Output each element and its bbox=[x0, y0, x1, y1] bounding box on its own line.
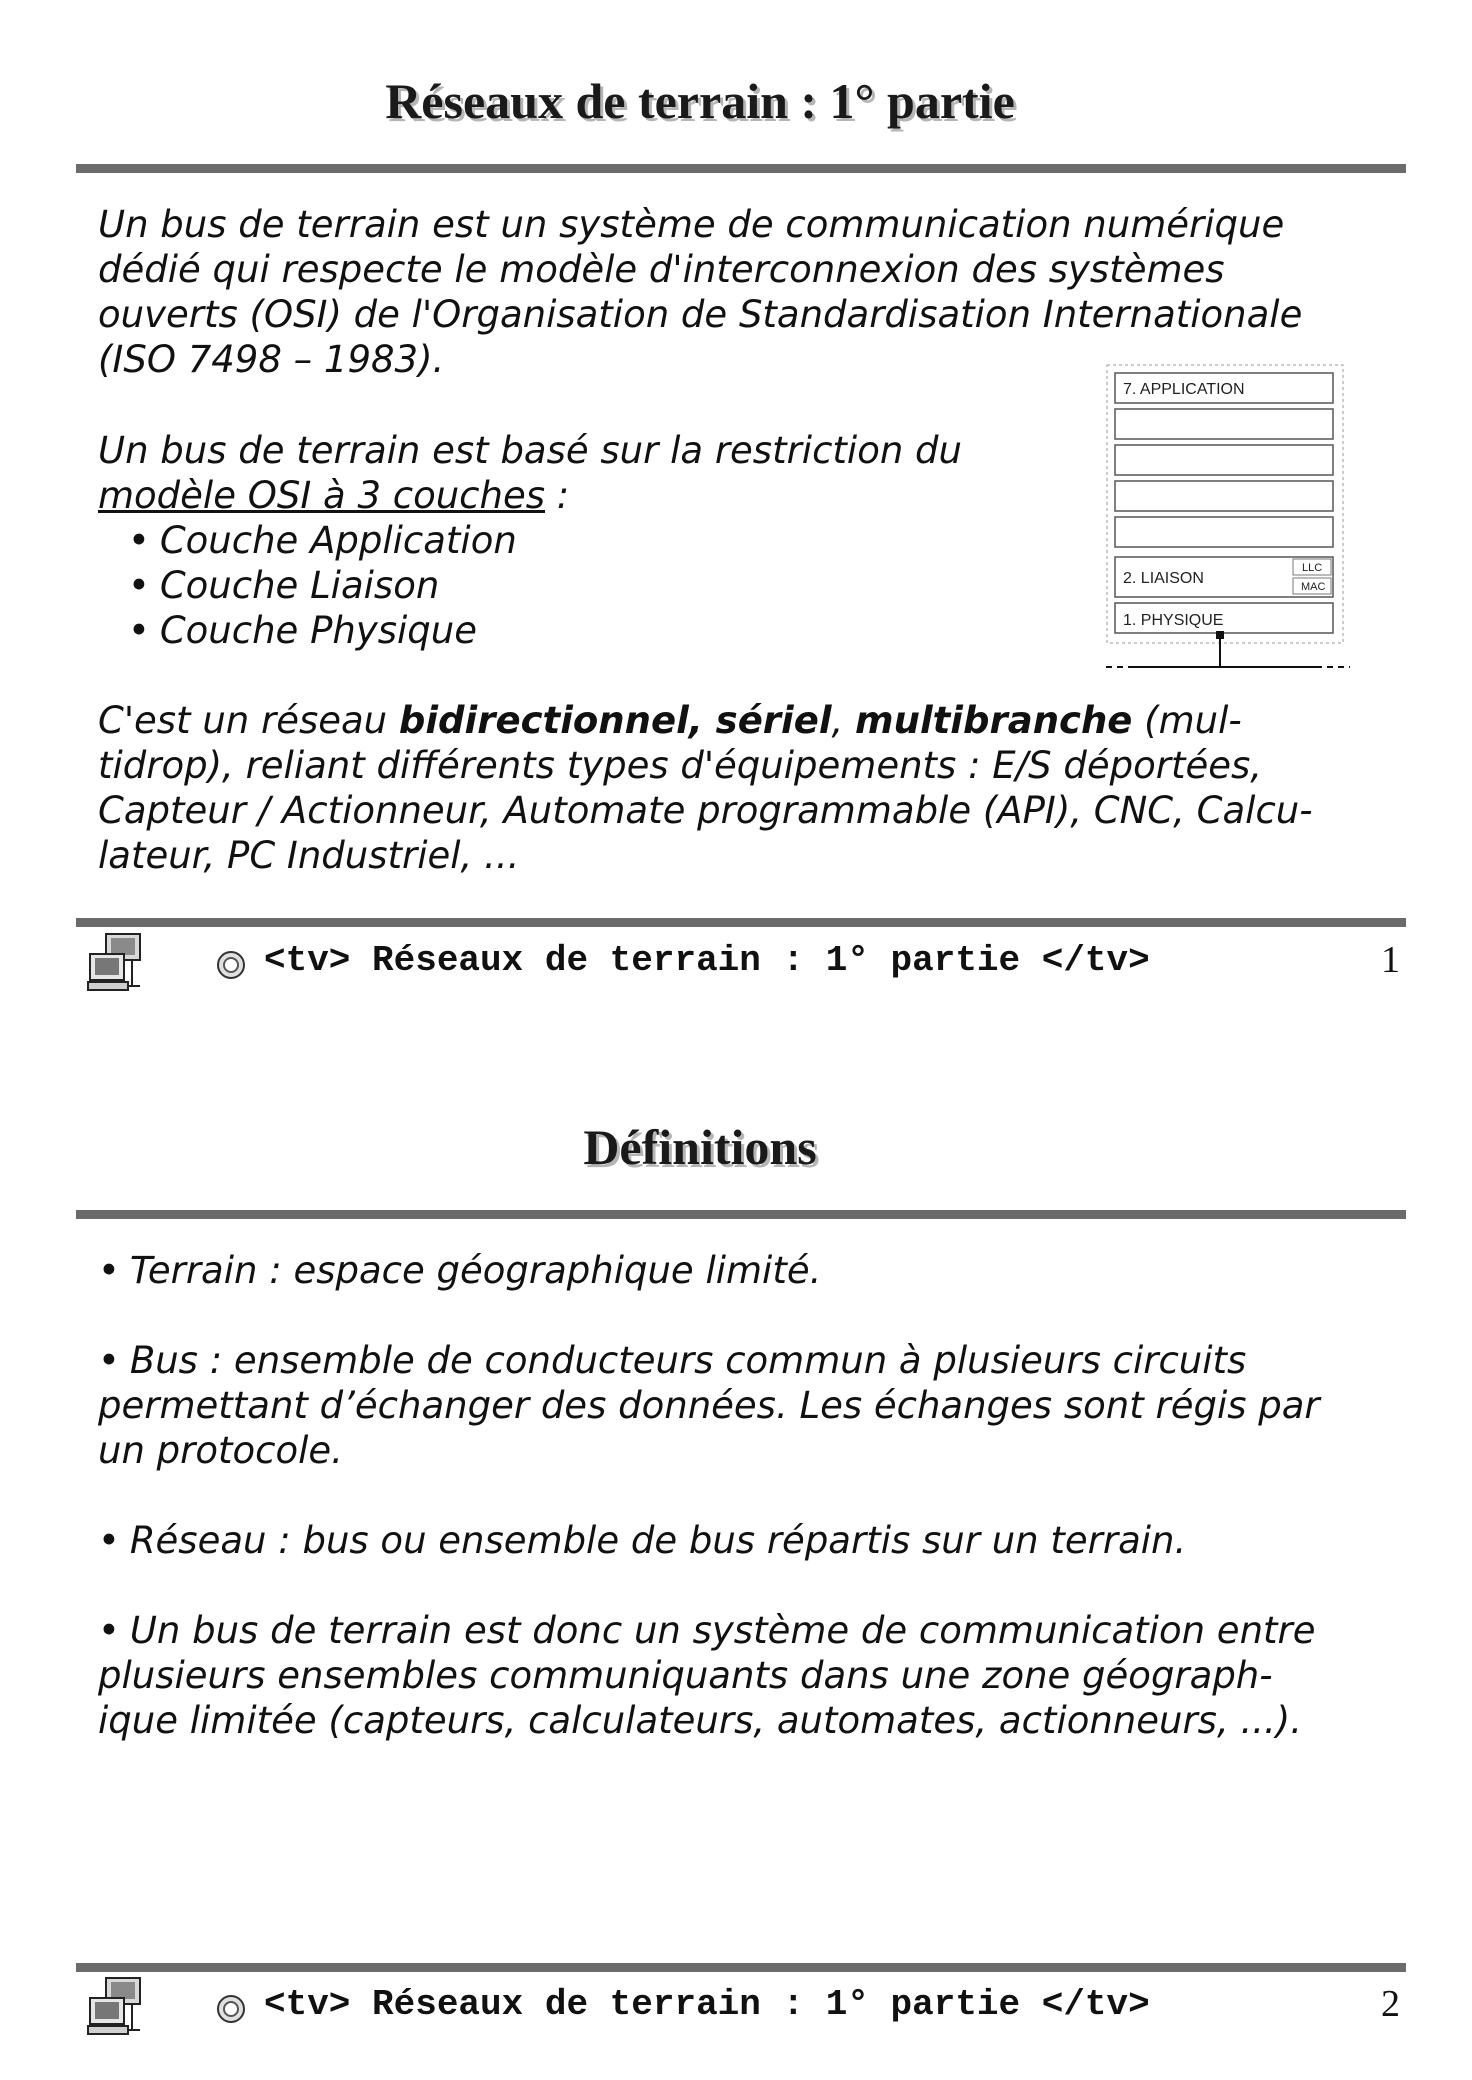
network-prefix: C'est un réseau bbox=[98, 699, 399, 742]
slide1-title: Réseaux de terrain : 1° partie bbox=[385, 73, 1015, 129]
intro-line: dédié qui respecte le modèle d'interconnexion des systèmes bbox=[98, 248, 1225, 291]
slide1-footer bbox=[76, 932, 1406, 1002]
intro-line: ouverts (OSI) de l'Organisation de Standardisation Internationale bbox=[98, 293, 1303, 336]
restriction-line: Un bus de terrain est basé sur la restriction du bbox=[98, 429, 962, 472]
page-number: 1 bbox=[1381, 939, 1400, 981]
network-comma: , bbox=[831, 699, 856, 742]
layer-label: Couche Application bbox=[159, 519, 517, 562]
definition-text: Un bus de terrain est donc un système de communication entre bbox=[129, 1609, 1316, 1652]
slide2-title-rule bbox=[76, 1210, 1406, 1219]
slide1-intro-paragraph bbox=[98, 202, 1302, 382]
computer-network-icon bbox=[86, 1976, 146, 2040]
slide1-footer-rule bbox=[76, 918, 1406, 927]
layer-item-application bbox=[98, 518, 962, 563]
osi-liaison-label: 2. LIAISON bbox=[1123, 570, 1204, 587]
osi-bus-connector bbox=[1216, 631, 1224, 639]
osi-llc-label: LLC bbox=[1302, 562, 1323, 574]
page-number: 2 bbox=[1381, 1983, 1400, 2025]
bullet-icon: • bbox=[128, 609, 150, 652]
bullet-icon: • bbox=[98, 1519, 120, 1562]
definition-line bbox=[98, 1518, 1186, 1563]
bullet-icon: • bbox=[98, 1249, 120, 1292]
network-suffix: (mul- bbox=[1132, 699, 1242, 742]
osi-mac-label: MAC bbox=[1301, 581, 1326, 593]
osi-physique-label: 1. PHYSIQUE bbox=[1123, 612, 1224, 629]
definition-line: un protocole. bbox=[98, 1429, 343, 1472]
intro-line: Un bus de terrain est un système de communication numérique bbox=[98, 203, 1285, 246]
osi-3-layers-underlined: modèle OSI à 3 couches bbox=[98, 474, 546, 517]
layer-item-physique bbox=[98, 608, 962, 653]
network-line: lateur, PC Industriel, ... bbox=[98, 834, 520, 877]
network-line: Capteur / Actionneur, Automate programmable (API), CNC, Calcu- bbox=[98, 789, 1313, 832]
definition-text: Bus : ensemble de conducteurs commun à plusieurs circuits bbox=[129, 1339, 1247, 1382]
slide2-footer bbox=[76, 1976, 1406, 2046]
definition-line: permettant d’échanger des données. Les échanges sont régis par bbox=[98, 1384, 1320, 1427]
computer-network-icon bbox=[86, 932, 146, 996]
slide1-restriction-paragraph bbox=[98, 428, 962, 653]
slide1-title-rule bbox=[76, 164, 1406, 173]
definition-reseau bbox=[98, 1518, 1186, 1563]
restriction-line-2 bbox=[98, 473, 962, 518]
layer-item-liaison bbox=[98, 563, 962, 608]
layer-label: Couche Liaison bbox=[159, 564, 440, 607]
network-bold-2: multibranche bbox=[855, 699, 1133, 742]
footer-title: <tv> Réseaux de terrain : 1° partie </tv> bbox=[264, 1984, 1150, 2025]
osi-layer-3-box bbox=[1115, 517, 1333, 547]
definition-line: ique limitée (capteurs, calculateurs, automates, actionneurs, ...). bbox=[98, 1699, 1302, 1742]
osi-application-label: 7. APPLICATION bbox=[1123, 381, 1245, 398]
definition-bus bbox=[98, 1338, 1320, 1473]
bullet-icon: • bbox=[98, 1339, 120, 1382]
definition-line: plusieurs ensembles communiquants dans une zone géograph- bbox=[98, 1654, 1273, 1697]
restriction-colon: : bbox=[545, 474, 570, 517]
definition-line bbox=[98, 1608, 1316, 1653]
slide2-title: Définitions bbox=[583, 1119, 817, 1175]
network-line: tidrop), reliant différents types d'équipements : E/S déportées, bbox=[98, 744, 1263, 787]
bullet-icon: • bbox=[98, 1609, 120, 1652]
footer-title: <tv> Réseaux de terrain : 1° partie </tv> bbox=[264, 940, 1150, 981]
osi-layer-5-box bbox=[1115, 445, 1333, 475]
definition-terrain bbox=[98, 1248, 821, 1293]
layer-label: Couche Physique bbox=[159, 609, 477, 652]
definition-text: Terrain : espace géographique limité. bbox=[129, 1249, 822, 1292]
slide1-network-paragraph bbox=[98, 698, 1313, 878]
osi-layer-6-box bbox=[1115, 409, 1333, 439]
definition-line bbox=[98, 1338, 1320, 1383]
definition-line bbox=[98, 1248, 821, 1293]
bullet-icon: • bbox=[128, 564, 150, 607]
osi-layer-4-box bbox=[1115, 481, 1333, 511]
intro-line: (ISO 7498 – 1983). bbox=[98, 338, 445, 381]
definition-bus-de-terrain bbox=[98, 1608, 1316, 1743]
osi-stack-diagram bbox=[1106, 364, 1350, 679]
bullet-icon: • bbox=[128, 519, 150, 562]
circle-bullet-icon bbox=[216, 1994, 246, 2024]
slide2-footer-rule bbox=[76, 1963, 1406, 1972]
network-line-1 bbox=[98, 698, 1313, 743]
network-bold-1: bidirectionnel, sériel bbox=[398, 699, 832, 742]
definition-text: Réseau : bus ou ensemble de bus répartis sur un terrain. bbox=[129, 1519, 1187, 1562]
circle-bullet-icon bbox=[216, 950, 246, 980]
